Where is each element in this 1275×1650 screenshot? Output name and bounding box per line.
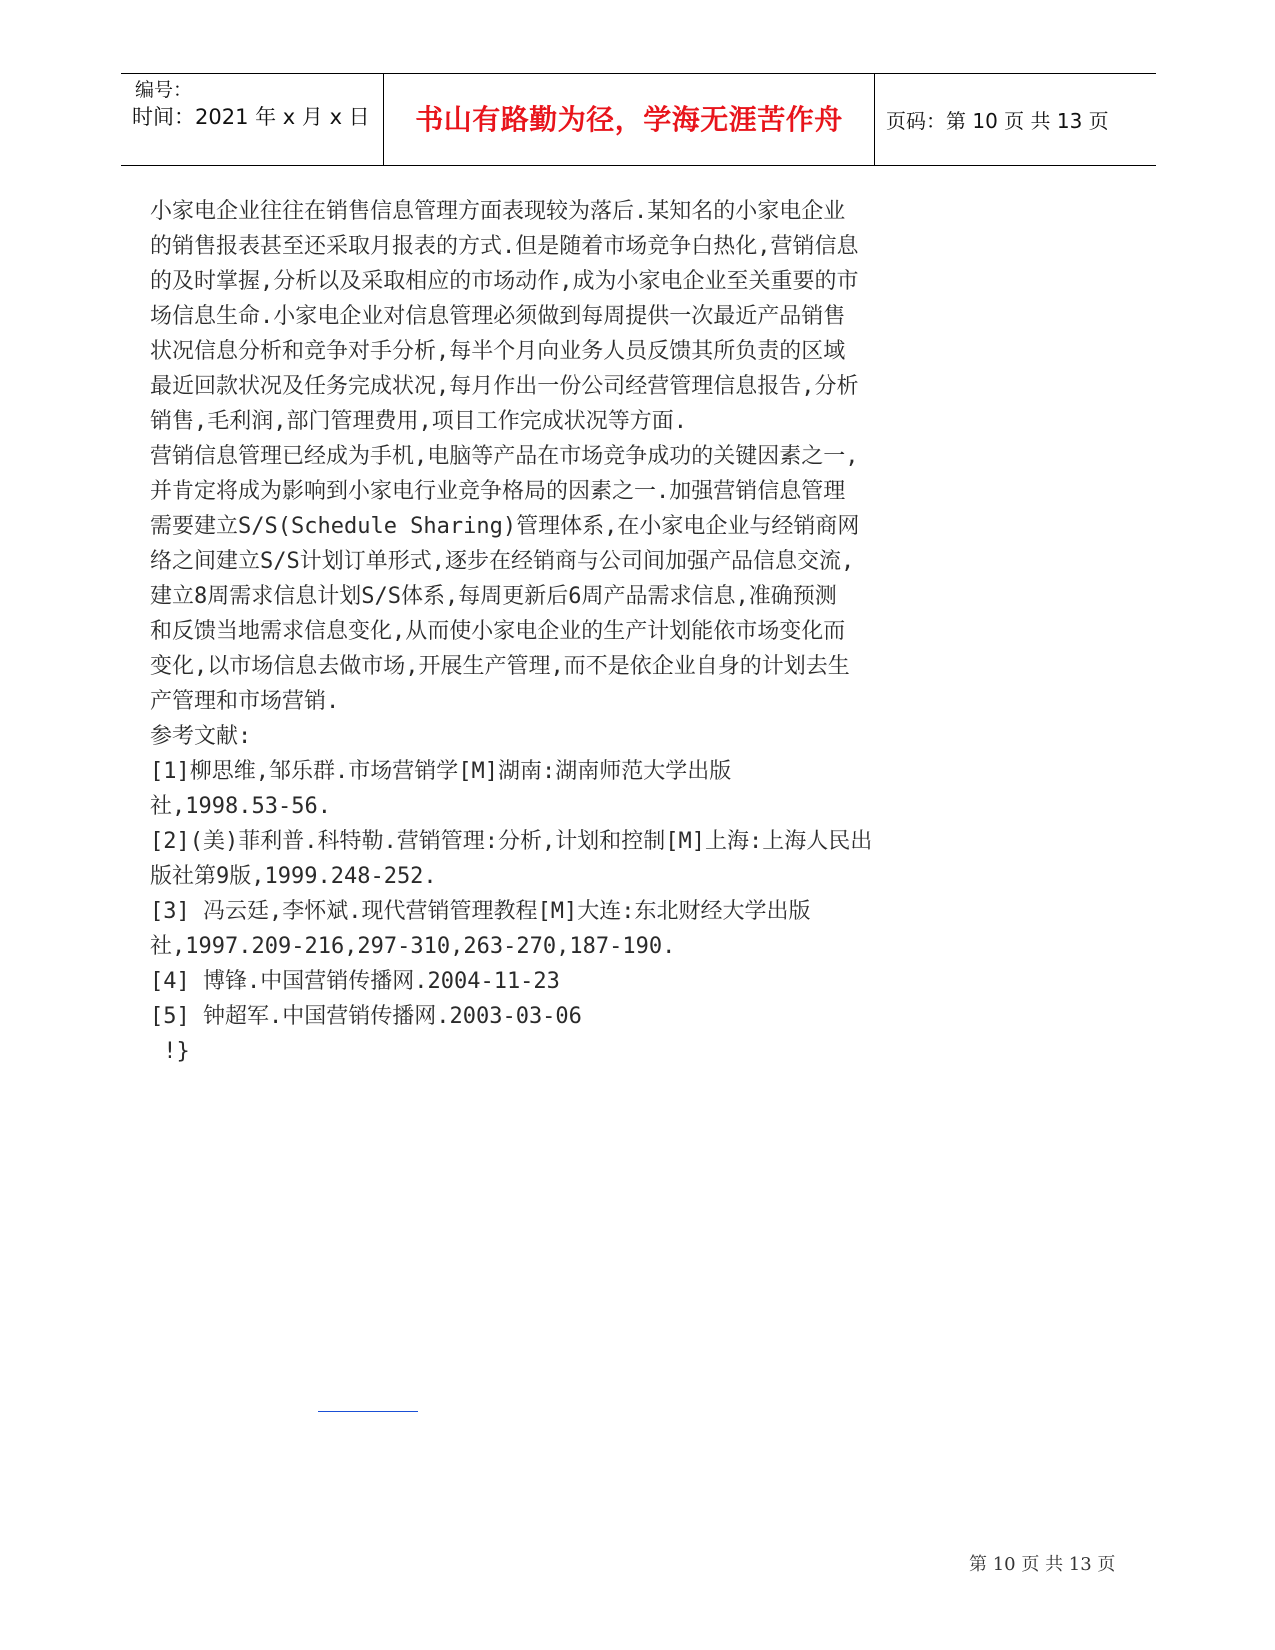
body-line: 需要建立S/S(Schedule Sharing)管理体系,在小家电企业与经销商网 — [150, 514, 860, 539]
header-info-cell — [121, 74, 384, 165]
reference-line: 社,1998.53-56. — [150, 794, 331, 819]
body-line: 建立8周需求信息计划S/S体系,每周更新后6周产品需求信息,准确预测 — [150, 584, 837, 609]
reference-line: [4] 博锋.中国营销传播网.2004-11-23 — [150, 969, 560, 994]
body-line: 的及时掌握,分析以及采取相应的市场动作,成为小家电企业至关重要的市 — [150, 269, 859, 294]
body-line: 络之间建立S/S计划订单形式,逐步在经销商与公司间加强产品信息交流, — [150, 549, 855, 574]
reference-line: [3] 冯云廷,李怀斌.现代营销管理教程[M]大连:东北财经大学出版 — [150, 899, 811, 924]
reference-line: [1]柳思维,邹乐群.市场营销学[M]湖南:湖南师范大学出版 — [150, 759, 732, 784]
trailing-symbols: !} — [150, 1039, 190, 1064]
header-motto-cell — [384, 74, 875, 165]
reference-line: 社,1997.209-216,297-310,263-270,187-190. — [150, 934, 676, 959]
hyperlink-underline[interactable] — [318, 1411, 418, 1412]
body-line: 小家电企业往往在销售信息管理方面表现较为落后.某知名的小家电企业 — [150, 199, 846, 224]
footer-page-number: 第 10 页 共 13 页 — [969, 1554, 1116, 1575]
body-line: 变化,以市场信息去做市场,开展生产管理,而不是依企业自身的计划去生 — [150, 654, 850, 679]
body-line: 和反馈当地需求信息变化,从而使小家电企业的生产计划能依市场变化而 — [150, 619, 846, 644]
reference-line: 版社第9版,1999.248-252. — [150, 864, 437, 889]
document-header — [121, 73, 1156, 166]
motto-text: 书山有路勤为径，学海无涯苦作舟 — [415, 103, 843, 136]
body-line: 产管理和市场营销. — [150, 689, 340, 714]
body-line: 状况信息分析和竞争对手分析,每半个月向业务人员反馈其所负责的区域 — [150, 339, 846, 364]
body-line: 最近回款状况及任务完成状况,每月作出一份公司经营管理信息报告,分析 — [150, 374, 859, 399]
reference-line: [5] 钟超军.中国营销传播网.2003-03-06 — [150, 1004, 582, 1029]
header-page-number: 页码：第 10 页 共 13 页 — [886, 109, 1109, 133]
body-line: 场信息生命.小家电企业对信息管理必须做到每周提供一次最近产品销售 — [150, 304, 846, 329]
header-page-cell — [875, 74, 1156, 165]
reference-line: [2](美)菲利普.科特勒.营销管理:分析,计划和控制[M]上海:上海人民出 — [150, 829, 873, 854]
body-line: 并肯定将成为影响到小家电行业竞争格局的因素之一.加强营销信息管理 — [150, 479, 846, 504]
references-heading: 参考文献: — [150, 724, 252, 749]
body-line: 销售,毛利润,部门管理费用,项目工作完成状况等方面. — [150, 409, 687, 434]
serial-number-label: 编号： — [135, 79, 193, 101]
body-line: 营销信息管理已经成为手机,电脑等产品在市场竞争成功的关键因素之一, — [150, 444, 859, 469]
body-line: 的销售报表甚至还采取月报表的方式.但是随着市场竞争白热化,营销信息 — [150, 234, 859, 259]
time-label: 时间：2021 年 x 月 x 日 — [132, 105, 370, 129]
document-body — [150, 194, 970, 1069]
